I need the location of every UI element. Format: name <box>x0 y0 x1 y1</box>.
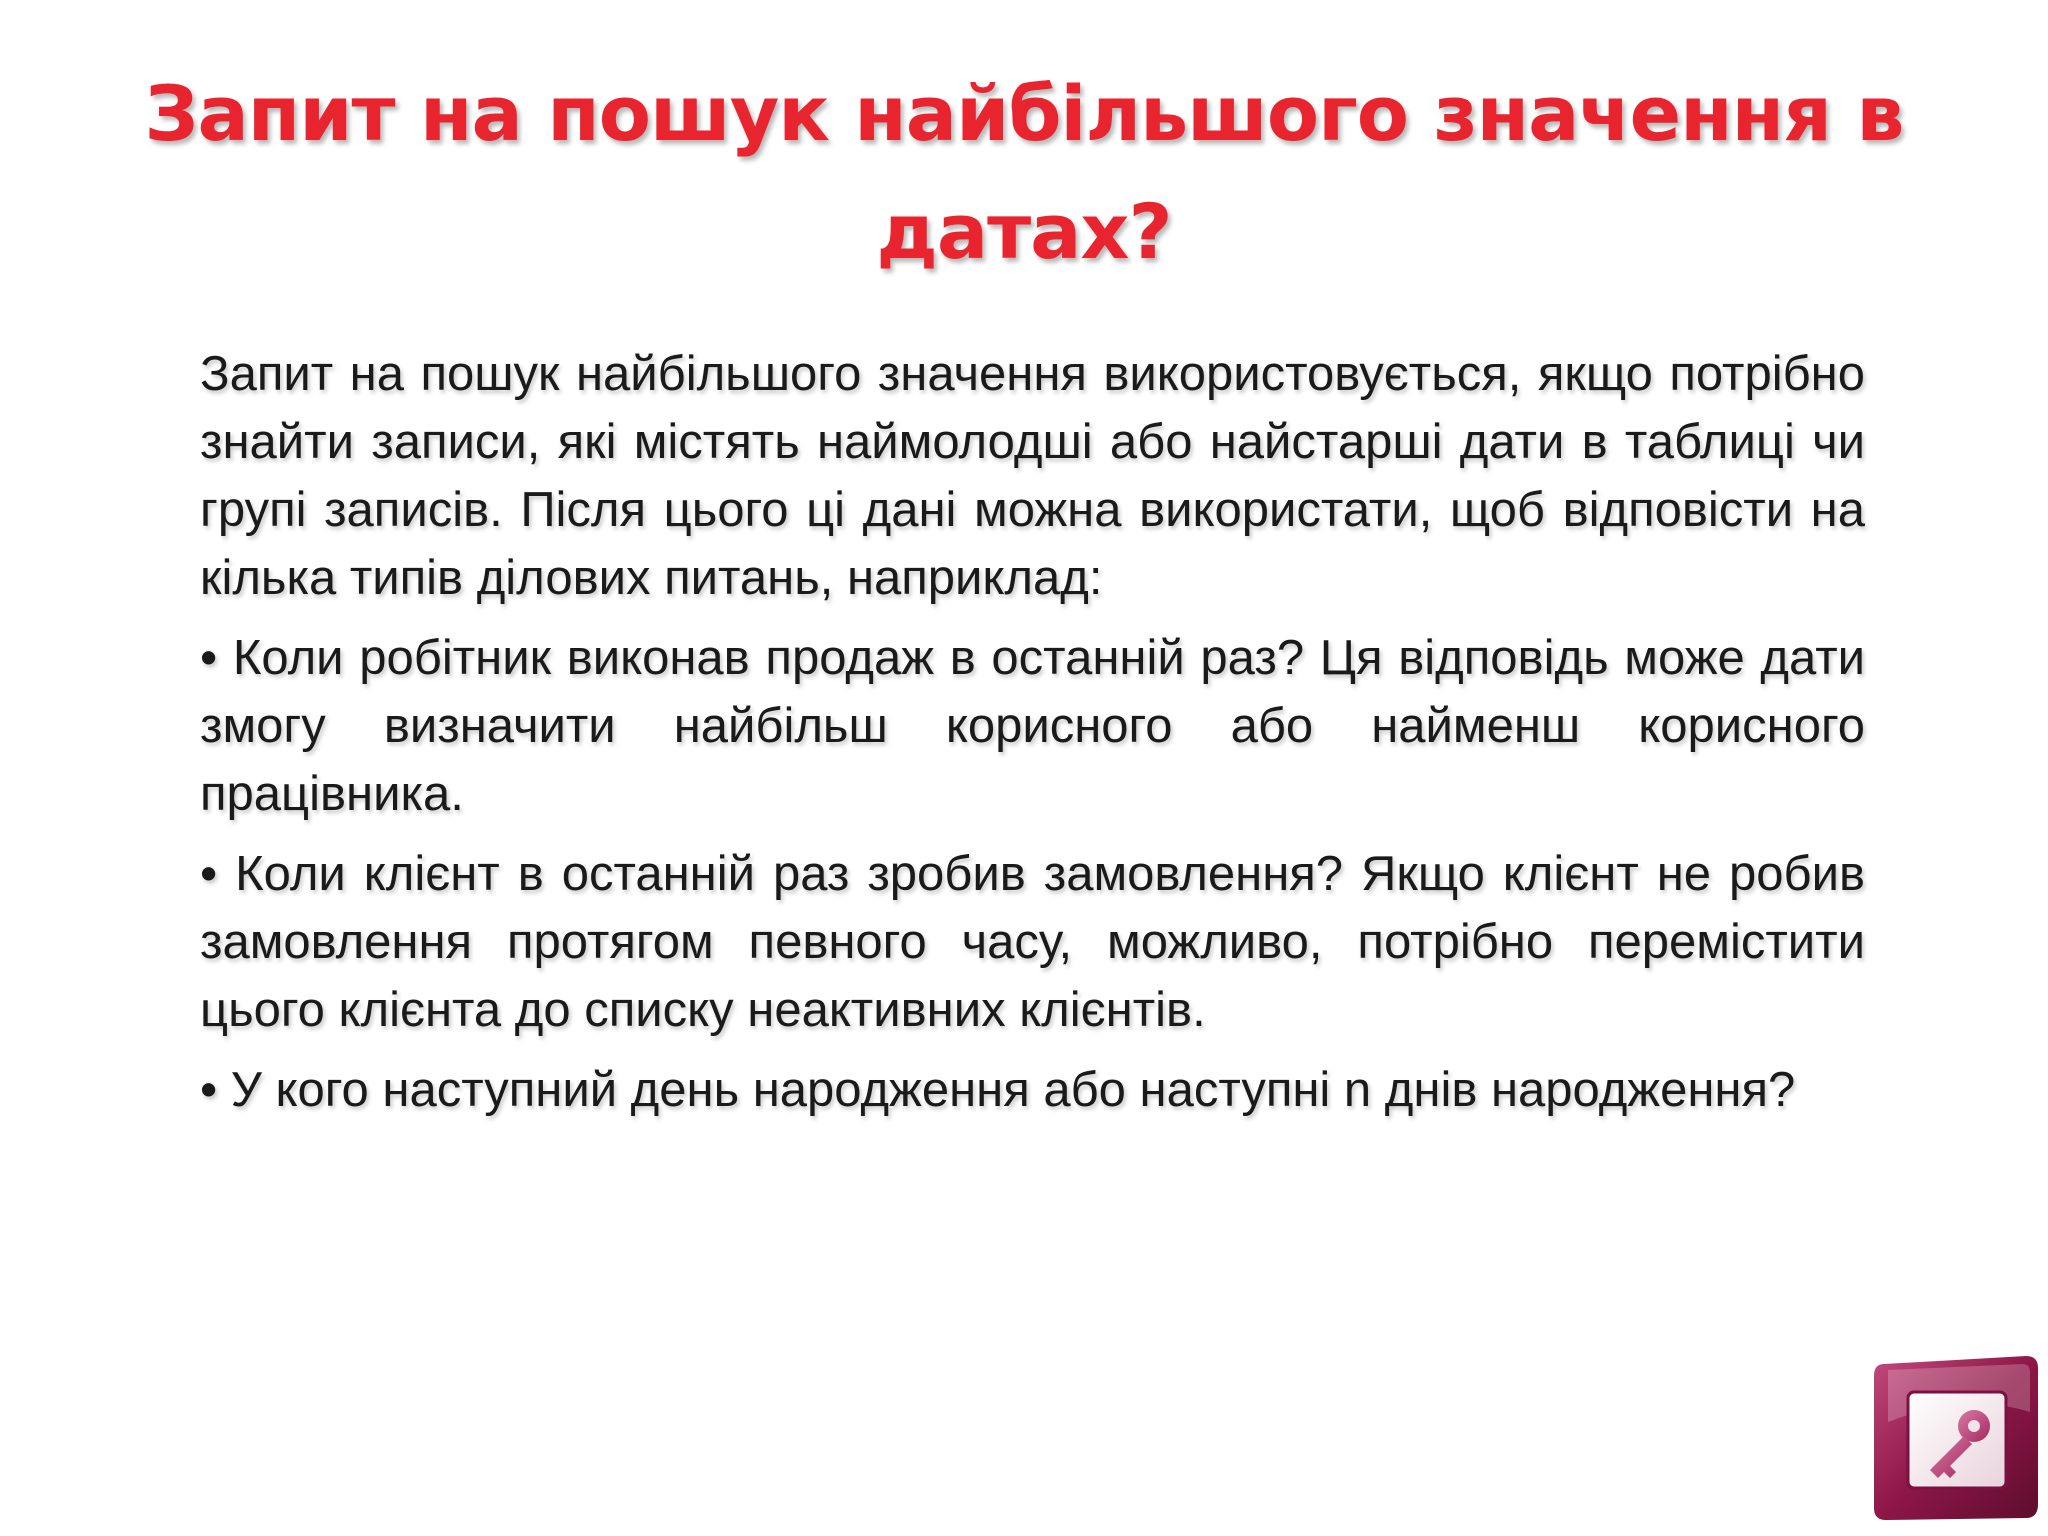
slide-title-line-1: Запит на пошук найбільшого значення в <box>144 69 1904 158</box>
bullet-item-1 <box>200 624 1865 828</box>
intro-paragraph: Запит на пошук найбільшого значення використовується, якщо потрібно знайти записи, які містять наймолодші або найстарші дати в таблиці чи групі записів. Після цього ці дані можна використати, щоб відповісти на кілька типів ділових питань, наприклад: <box>200 347 1865 605</box>
bullet-item-2 <box>200 840 1865 1044</box>
bullet-text-3: У кого наступний день народження або наступні n днів народження? <box>230 1063 1796 1117</box>
bullet-text-1: Коли робітник виконав продаж в останній раз? Ця відповідь може дати змогу визначити найбільш корисного або найменш корисного працівника. <box>200 631 1866 821</box>
slide-body <box>200 340 1865 1136</box>
slide-title <box>0 55 2048 291</box>
bullet-icon: • <box>200 631 218 685</box>
bullet-text-2: Коли клієнт в останній раз зробив замовлення? Якщо клієнт не робив замовлення протягом певного часу, можливо, потрібно перемістити цього клієнта до списку неактивних клієнтів. <box>200 847 1865 1037</box>
slide-title-line-2: датах? <box>876 187 1172 276</box>
bullet-icon: • <box>200 847 218 901</box>
access-key-logo-icon <box>1866 1352 2044 1524</box>
bullet-item-3 <box>200 1056 1865 1124</box>
bullet-icon: • <box>200 1063 218 1117</box>
